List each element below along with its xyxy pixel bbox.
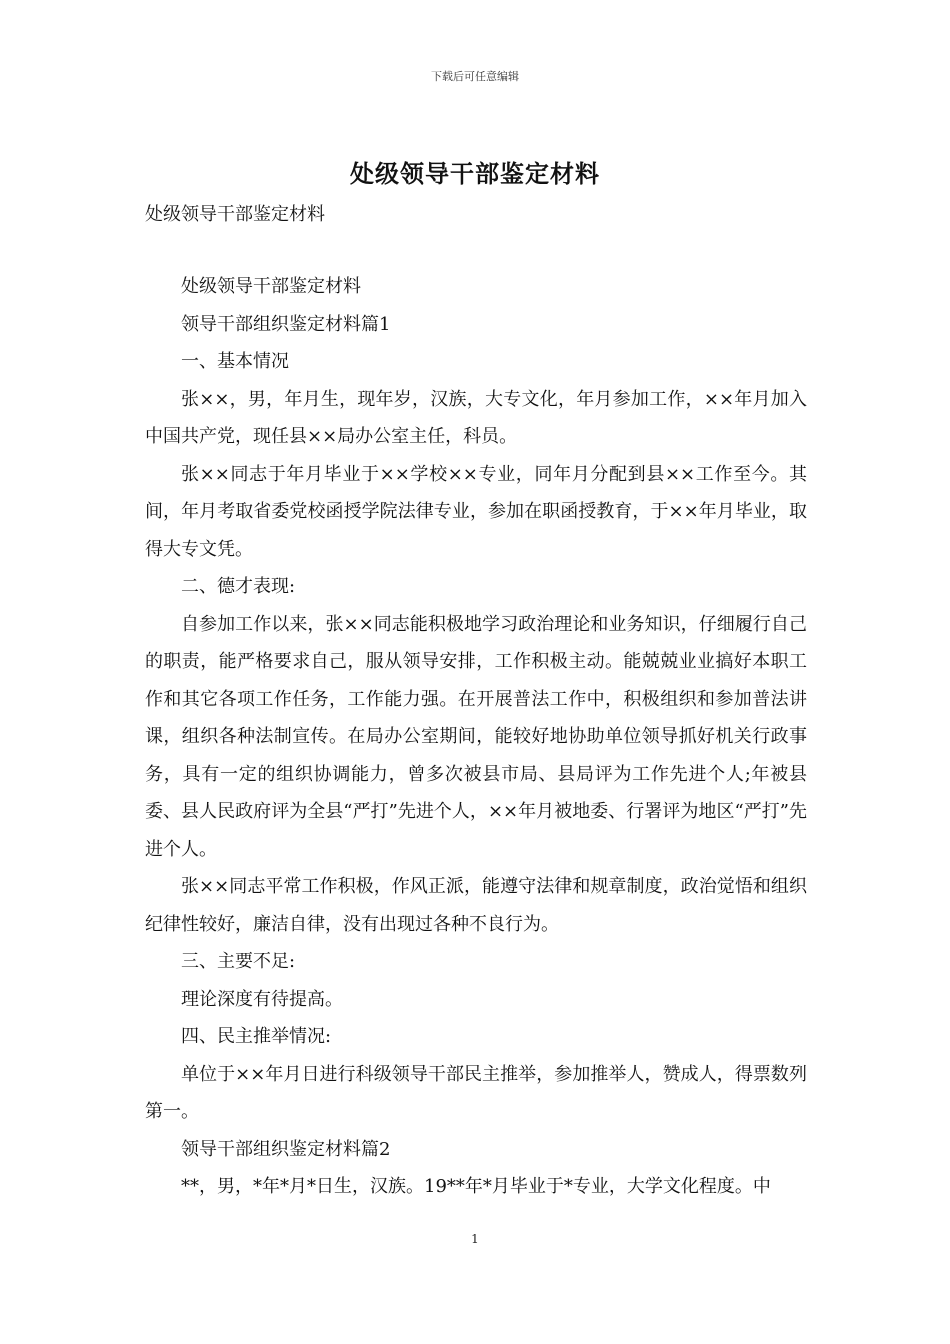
section-heading: 四、民主推举情况: (181, 1026, 332, 1047)
paragraph: 单位于××年月日进行科级领导干部民主推举，参加推举人，赞成人，得票数列第一。 (145, 1063, 807, 1122)
paragraph: 处级领导干部鉴定材料 (181, 276, 361, 297)
paragraph: 张××同志平常工作积极，作风正派，能遵守法律和规章制度，政治觉悟和组织纪律性较好，廉洁自律，没有出现过各种不良行为。 (145, 876, 807, 935)
paragraph: **，男，*年*月*日生，汉族。19**年*月毕业于*专业，大学文化程度。中 (181, 1176, 771, 1197)
paragraph: 领导干部组织鉴定材料篇1 (181, 313, 391, 335)
section-heading: 一、基本情况 (181, 351, 289, 372)
header-note: 下载后可任意编辑 (431, 70, 519, 83)
document-subtitle: 处级领导干部鉴定材料 (145, 204, 325, 225)
paragraph: 领导干部组织鉴定材料篇2 (181, 1138, 391, 1160)
document-body (145, 268, 807, 1206)
paragraph: 理论深度有待提高。 (181, 988, 343, 1010)
paragraph: 张××同志于年月毕业于××学校××专业，同年月分配到县××工作至今。其间，年月考取省委党校函授学院法律专业，参加在职函授教育，于××年月毕业，取得大专文凭。 (145, 463, 807, 560)
page-number: 1 (471, 1232, 479, 1246)
paragraph: 自参加工作以来，张××同志能积极地学习政治理论和业务知识，仔细履行自己的职责，能严格要求自己，服从领导安排，工作积极主动。能兢兢业业搞好本职工作和其它各项工作任务，工作能力强。在开展普法工作中，积极组织和参加普法讲课，组织各种法制宣传。在局办公室期间，能较好地协助单位领导抓好机关行政事务，具有一定的组织协调能力，曾多次被县市局、县局评为工作先进个人;年被县委、县人民政府评为全县“严打”先进个人，××年月被地委、行署评为地区“严打”先进个人。 (145, 613, 807, 860)
section-heading: 二、德才表现: (181, 576, 296, 597)
document-title: 处级领导干部鉴定材料 (350, 159, 600, 188)
section-heading: 三、主要不足: (181, 951, 296, 972)
paragraph: 张××，男，年月生，现年岁，汉族，大专文化，年月参加工作，××年月加入中国共产党，现任县××局办公室主任，科员。 (145, 388, 807, 447)
